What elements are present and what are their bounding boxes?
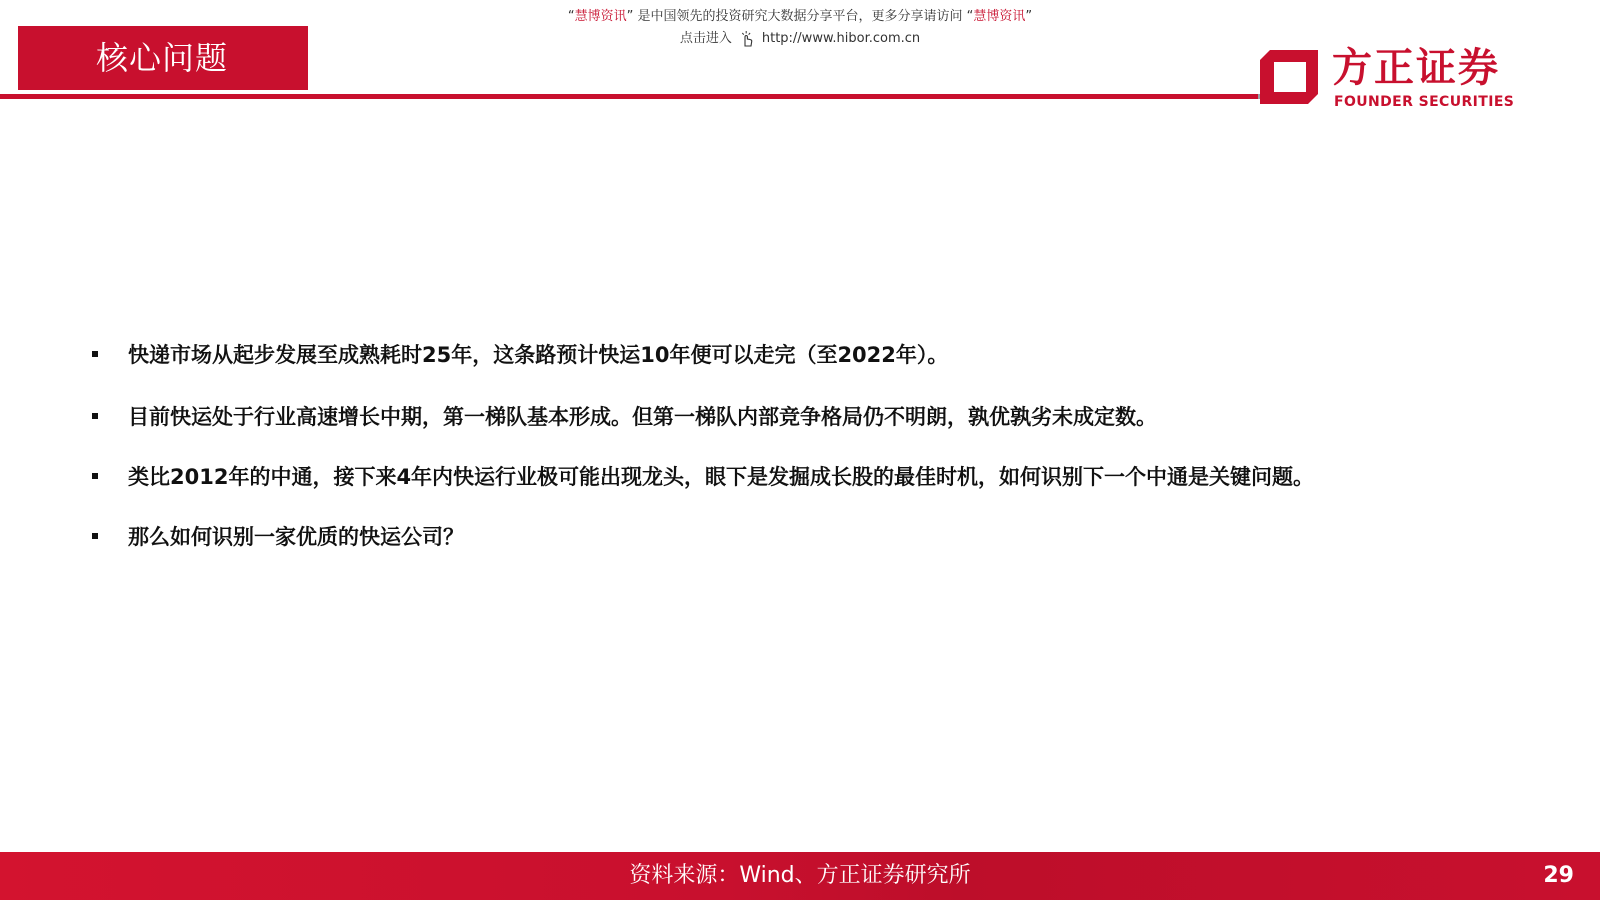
- list-item: [92, 446, 1314, 506]
- footer-bar: [0, 852, 1600, 900]
- founder-logo-icon: [1256, 48, 1322, 114]
- banner-brand-link[interactable]: 慧博资讯: [574, 9, 627, 24]
- page-title: 核心问题: [96, 39, 229, 77]
- list-item: [92, 506, 1314, 566]
- banner-line-1: [0, 6, 1600, 28]
- hibor-url-link[interactable]: http://www.hibor.com.cn: [761, 31, 921, 46]
- header-divider: [0, 94, 1262, 99]
- bullet-text: 类比2012年的中通，接下来4年内快运行业极可能出现龙头，眼下是发掘成长股的最佳时机，如何识别下一个中通是关键问题。: [128, 465, 1315, 489]
- bullet-text: 那么如何识别一家优质的快运公司？: [128, 525, 464, 549]
- key-points-list: [92, 322, 1314, 566]
- square-bullet-icon: [92, 351, 98, 357]
- square-bullet-icon: [92, 473, 98, 479]
- source-note: 资料来源：Wind、方正证券研究所: [629, 863, 971, 888]
- banner-description: ” 是中国领先的投资研究大数据分享平台，更多分享请访问 “: [626, 9, 974, 24]
- list-item: [92, 322, 1314, 386]
- bullet-text: 目前快运处于行业高速增长中期，第一梯队基本形成。但第一梯队内部竞争格局仍不明朗，孰优孰劣未成定数。: [128, 405, 1157, 429]
- enter-label: 点击进入: [679, 31, 732, 46]
- quote-mark-close: ”: [1025, 9, 1033, 24]
- quote-mark: “: [567, 9, 575, 24]
- page-number: 29: [1543, 863, 1574, 888]
- title-tab: [18, 26, 308, 90]
- pointer-hand-icon: [738, 30, 756, 48]
- bullet-text: 快递市场从起步发展至成熟耗时25年，这条路预计快运10年便可以走完（至2022年）。: [128, 343, 949, 367]
- logo-english-name: FOUNDER SECURITIES: [1334, 94, 1515, 110]
- banner-brand-link-2[interactable]: 慧博资讯: [973, 9, 1026, 24]
- founder-securities-logo: [1256, 44, 1526, 116]
- square-bullet-icon: [92, 413, 98, 419]
- list-item: [92, 386, 1314, 446]
- square-bullet-icon: [92, 533, 98, 539]
- logo-chinese-name: 方正证券: [1332, 45, 1500, 91]
